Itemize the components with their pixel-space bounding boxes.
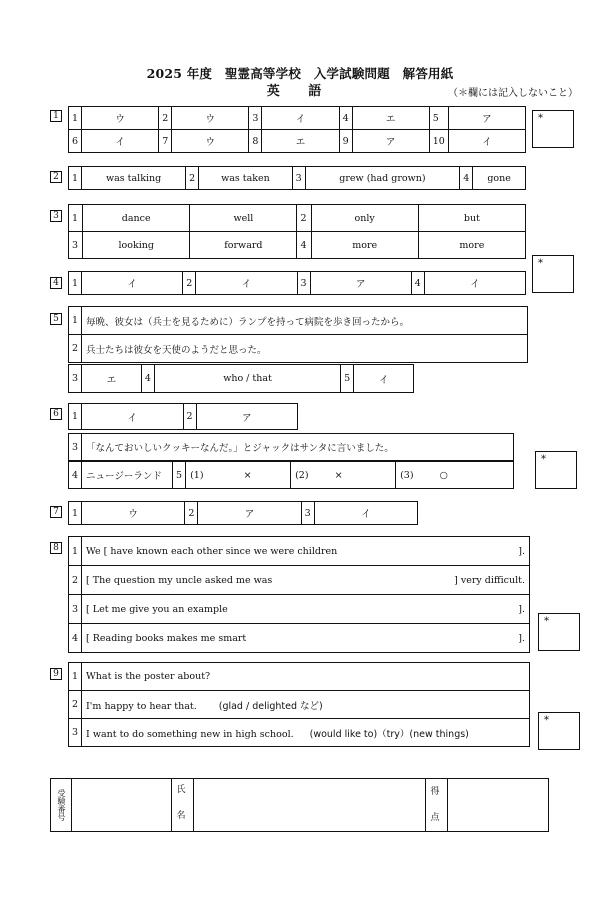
- question-5-label: 5: [50, 313, 62, 325]
- item-number: 2: [297, 205, 311, 232]
- answer-cell[interactable]: ア: [352, 130, 429, 153]
- item-number: 1: [69, 272, 82, 295]
- answer-cell[interactable]: イ: [448, 130, 525, 153]
- answer-cell[interactable]: 「なんておいしいクッキーなんだ。」とジャックはサンタに言いました。: [82, 434, 514, 461]
- answer-cell[interactable]: ア: [196, 404, 297, 430]
- item-number: 3: [69, 595, 82, 624]
- question-5-short: [68, 364, 414, 393]
- score-label-1: 得: [430, 787, 440, 797]
- exam-number-label: 受験番号: [57, 789, 66, 821]
- item-number: 3: [292, 167, 305, 190]
- item-number: 9: [339, 130, 352, 153]
- answer-row: [69, 624, 530, 653]
- item-number: 6: [69, 130, 82, 153]
- name-field[interactable]: [195, 779, 425, 831]
- answer-cell[interactable]: (3) ○: [396, 462, 514, 489]
- item-number: 10: [429, 130, 448, 153]
- answer-cell[interactable]: We [ have known each other since we were children ].: [82, 537, 530, 566]
- answer-cell[interactable]: but: [418, 205, 525, 232]
- subject-title: 英 語: [266, 84, 334, 99]
- question-6-label: 6: [50, 408, 62, 420]
- question-6-row1: [68, 403, 298, 430]
- item-number: 3: [69, 232, 83, 259]
- answer-cell[interactable]: (2) ×: [291, 462, 396, 489]
- answer-cell[interactable]: [ Let me give you an example ].: [82, 595, 530, 624]
- answer-cell[interactable]: who / that: [154, 365, 340, 393]
- answer-row: [69, 107, 526, 130]
- question-6-row3: [68, 461, 514, 489]
- item-number: 2: [186, 167, 199, 190]
- item-number: 1: [69, 663, 82, 691]
- question-9-label: 9: [50, 668, 62, 680]
- question-2-label: 2: [50, 171, 62, 183]
- score-label-2: 点: [430, 813, 440, 823]
- item-number: 3: [301, 502, 314, 525]
- answer-cell[interactable]: [ The question my uncle asked me was ] very difficult.: [82, 566, 530, 595]
- answer-cell[interactable]: エ: [262, 130, 339, 153]
- exam-number-field[interactable]: [73, 779, 171, 831]
- answer-row: [69, 167, 526, 190]
- answer-row: [69, 335, 528, 363]
- item-number: 2: [69, 691, 82, 719]
- item-number: 2: [69, 335, 82, 363]
- answer-cell[interactable]: looking: [83, 232, 190, 259]
- item-number: 4: [411, 272, 424, 295]
- answer-cell[interactable]: イ: [82, 272, 183, 295]
- answer-cell[interactable]: ウ: [172, 107, 249, 130]
- item-number: 3: [297, 272, 310, 295]
- grading-box: *: [535, 451, 577, 489]
- answer-cell[interactable]: [ Reading books makes me smart ].: [82, 624, 530, 653]
- item-number: 4: [69, 624, 82, 653]
- item-number: 7: [159, 130, 172, 153]
- item-number: 8: [249, 130, 262, 153]
- item-number: 4: [339, 107, 352, 130]
- item-number: 3: [69, 434, 82, 461]
- answer-row: [69, 462, 514, 489]
- answer-cell[interactable]: I want to do something new in high school. (would like to)（try）(new things): [82, 719, 530, 747]
- item-number: 1: [69, 537, 82, 566]
- answer-cell[interactable]: イ: [424, 272, 525, 295]
- answer-cell[interactable]: ウ: [82, 502, 185, 525]
- answer-cell[interactable]: ウ: [82, 107, 159, 130]
- item-number: 1: [69, 107, 82, 130]
- answer-row: [69, 404, 298, 430]
- item-number: 2: [159, 107, 172, 130]
- grading-box: *: [538, 613, 580, 651]
- item-number: 1: [69, 307, 82, 335]
- answer-row: [69, 434, 514, 461]
- answer-cell[interactable]: イ: [354, 365, 414, 393]
- answer-cell[interactable]: forward: [190, 232, 297, 259]
- item-number: 2: [69, 566, 82, 595]
- item-number: 4: [297, 232, 311, 259]
- answer-cell[interactable]: イ: [314, 502, 417, 525]
- answer-row: [69, 595, 530, 624]
- item-number: 2: [183, 404, 196, 430]
- student-info-box: [50, 778, 549, 832]
- question-1-table: [68, 106, 526, 153]
- item-number: 1: [69, 167, 82, 190]
- item-number: 1: [69, 205, 83, 232]
- name-label-1: 氏: [176, 785, 186, 795]
- answer-cell[interactable]: ア: [198, 502, 301, 525]
- question-7-table: [68, 501, 418, 525]
- answer-row: [69, 663, 530, 691]
- grading-box: *: [532, 255, 574, 293]
- answer-row: [69, 232, 526, 259]
- answer-row: [69, 272, 526, 295]
- answer-row: [69, 307, 528, 335]
- grading-note: （＊欄には記入しないこと）: [448, 88, 578, 99]
- item-number: 5: [429, 107, 448, 130]
- answer-cell[interactable]: イ: [82, 130, 159, 153]
- exam-title: 2025 年度 聖霊高等学校 入学試験問題 解答用紙: [146, 66, 454, 81]
- answer-cell[interactable]: was taken: [199, 167, 292, 190]
- answer-cell[interactable]: grew (had grown): [305, 167, 459, 190]
- answer-row: [69, 537, 530, 566]
- item-number: 5: [341, 365, 354, 393]
- question-5-sentences: [68, 306, 528, 363]
- answer-row: [69, 719, 530, 747]
- item-number: 4: [460, 167, 473, 190]
- answer-cell[interactable]: gone: [473, 167, 526, 190]
- answer-cell[interactable]: イ: [196, 272, 297, 295]
- answer-cell[interactable]: イ: [262, 107, 339, 130]
- answer-cell[interactable]: ア: [310, 272, 411, 295]
- answer-row: [69, 130, 526, 153]
- item-number: 1: [69, 502, 82, 525]
- answer-row: [69, 502, 418, 525]
- grading-box: *: [532, 110, 574, 148]
- answer-row: [69, 566, 530, 595]
- item-number: 5: [173, 462, 186, 489]
- question-4-label: 4: [50, 277, 62, 289]
- answer-row: [69, 365, 414, 393]
- question-2-table: [68, 166, 526, 190]
- answer-cell[interactable]: エ: [82, 365, 142, 393]
- item-number: 3: [69, 365, 82, 393]
- item-number: 3: [69, 719, 82, 747]
- item-number: 4: [141, 365, 154, 393]
- answer-cell[interactable]: dance: [83, 205, 190, 232]
- answer-cell[interactable]: more: [311, 232, 418, 259]
- score-field[interactable]: [449, 779, 547, 831]
- question-8-table: [68, 536, 530, 653]
- item-number: 4: [69, 462, 82, 489]
- answer-cell[interactable]: 毎晩、彼女は（兵士を見るために）ランプを持って病院を歩き回ったから。: [82, 307, 528, 335]
- answer-cell[interactable]: (1) ×: [186, 462, 291, 489]
- answer-cell[interactable]: イ: [82, 404, 183, 430]
- item-number: 3: [249, 107, 262, 130]
- item-number: 1: [69, 404, 82, 430]
- grading-box: *: [538, 712, 580, 750]
- answer-cell[interactable]: ニュージーランド: [82, 462, 173, 489]
- answer-cell[interactable]: was talking: [82, 167, 186, 190]
- answer-row: [69, 205, 526, 232]
- question-3-label: 3: [50, 210, 62, 222]
- answer-cell[interactable]: I'm happy to hear that. (glad / delighted など): [82, 691, 530, 719]
- answer-cell[interactable]: 兵士たちは彼女を天使のようだと思った。: [82, 335, 528, 363]
- answer-cell[interactable]: only: [311, 205, 418, 232]
- item-number: 2: [183, 272, 196, 295]
- answer-cell[interactable]: well: [190, 205, 297, 232]
- question-4-table: [68, 271, 526, 295]
- answer-cell[interactable]: ア: [448, 107, 525, 130]
- question-3-table: [68, 204, 526, 259]
- answer-row: [69, 691, 530, 719]
- item-number: 2: [185, 502, 198, 525]
- question-7-label: 7: [50, 506, 62, 518]
- question-1-label: 1: [50, 110, 62, 122]
- question-6-row2: [68, 433, 514, 461]
- answer-cell[interactable]: more: [418, 232, 525, 259]
- answer-cell[interactable]: エ: [352, 107, 429, 130]
- answer-cell[interactable]: ウ: [172, 130, 249, 153]
- question-8-label: 8: [50, 542, 62, 554]
- question-9-table: [68, 662, 530, 747]
- name-label-2: 名: [176, 811, 186, 821]
- answer-cell[interactable]: What is the poster about?: [82, 663, 530, 691]
